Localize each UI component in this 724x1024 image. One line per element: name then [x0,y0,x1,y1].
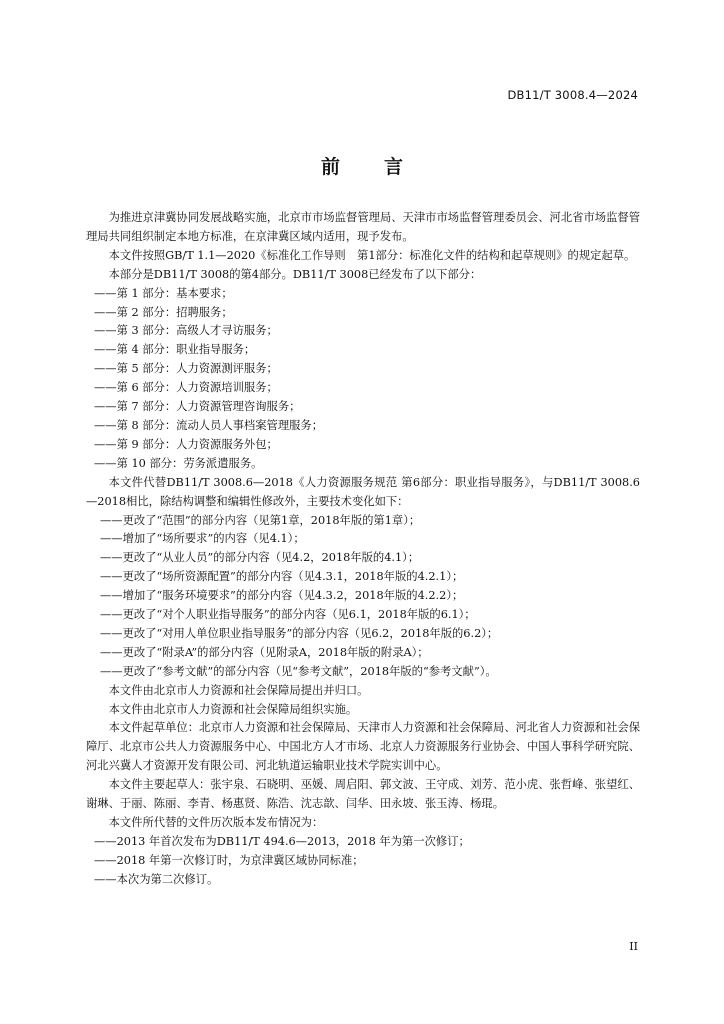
body-paragraph: 本文件主要起草人：张宇泉、石晓明、巫媛、周启阳、郭文波、王守成、刘芳、范小虎、张哲峰、张望红、谢琳、于丽、陈丽、李青、杨惠贤、陈浩、沈志歆、闫华、田永坡、张玉涛、杨琨。 [86,778,640,811]
document-code: DB11/T 3008.4—2024 [507,88,638,102]
list-item: ——更改了“场所资源配置”的部分内容（见4.3.1，2018年版的4.2.1）； [100,570,464,584]
changes-list [86,512,640,682]
list-item: ——更改了“对用人单位职业指导服务”的部分内容（见6.2，2018年版的6.2）； [100,626,499,640]
list-item: ——更改了“范围”的部分内容（见第1章，2018年版的第1章）； [100,513,421,527]
list-item: ——增加了“场所要求”的内容（见4.1）； [100,532,305,546]
replace-paragraph: 本文件代替DB11/T 3008.6—2018《人力资源服务规范 第6部分：职业指导服务》，与DB11/T 3008.6—2018相比，除结构调整和编辑性修改外，主要技术变化如下： [86,475,640,508]
list-item: ——第 1 部分：基本要求； [94,286,233,300]
list-item: ——第 9 部分：人力资源服务外包； [94,437,278,451]
parts-list [86,285,640,474]
page-number: II [629,940,638,953]
list-item: ——更改了“对个人职业指导服务”的部分内容（见6.1，2018年版的6.1）； [100,608,476,622]
list-item: ——第 2 部分：招聘服务； [94,305,233,319]
list-item: ——更改了“从业人员”的部分内容（见4.2，2018年版的4.1）； [100,551,420,565]
body-paragraph: 本文件由北京市人力资源和社会保障局提出并归口。 [108,683,369,697]
body-paragraph: 本文件所代替的文件历次版本发布情况为： [108,816,324,829]
intro-paragraph: 本文件按照GB/T 1.1—2020《标准化工作导则 第1部分：标准化文件的结构和起草规则》的规定起草。 [108,248,636,262]
document-body [86,209,640,890]
list-item: ——第 4 部分：职业指导服务； [94,343,256,357]
list-item: ——本次为第二次修订。 [94,872,219,886]
body-paragraph: 本文件由北京市人力资源和社会保障局组织实施。 [108,702,358,716]
list-item: ——增加了“服务环境要求”的部分内容（见4.3.2，2018年版的4.2.2）； [100,589,464,603]
list-item: ——更改了“参考文献”的部分内容（见“参考文献”，2018年版的“参考文献”）。 [100,664,497,678]
list-item: ——第 10 部分：劳务派遣服务。 [94,456,263,470]
intro-paragraph: 本部分是DB11/T 3008的第4部分。DB11/T 3008已经发布了以下部分： [108,267,482,281]
list-item: ——2013 年首次发布为DB11/T 494.6—2013，2018 年为第一次修订； [94,834,470,848]
list-item: ——第 3 部分：高级人才寻访服务； [94,324,278,338]
intro-paragraph: 为推进京津冀协同发展战略实施，北京市市场监督管理局、天津市市场监督管理委员会、河北省市场监督管理局共同组织制定本地方标准，在京津冀区域内适用，现予发布。 [86,211,640,243]
history-list [86,833,640,890]
list-item: ——第 7 部分：人力资源管理咨询服务； [94,400,301,414]
page-title: 前言 [320,156,447,178]
list-item: ——第 6 部分：人力资源培训服务； [94,381,278,395]
list-item: ——第 8 部分：流动人员人事档案管理服务； [94,418,324,432]
list-item: ——第 5 部分：人力资源测评服务； [94,362,278,376]
list-item: ——更改了“附录A”的部分内容（见附录A，2018年版的附录A）； [100,645,429,659]
body-paragraph: 本文件起草单位：北京市人力资源和社会保障局、天津市人力资源和社会保障局、河北省人力资源和社会保障厅、北京市公共人力资源服务中心、中国北方人才市场、北京人力资源服务行业协会、中国人事科学研究院、河北兴冀人才资源开发有限公司、河北轨道运输职业技术学院实训中心。 [86,721,640,773]
list-item: ——2018 年第一次修订时，为京津冀区域协同标准； [94,853,364,867]
